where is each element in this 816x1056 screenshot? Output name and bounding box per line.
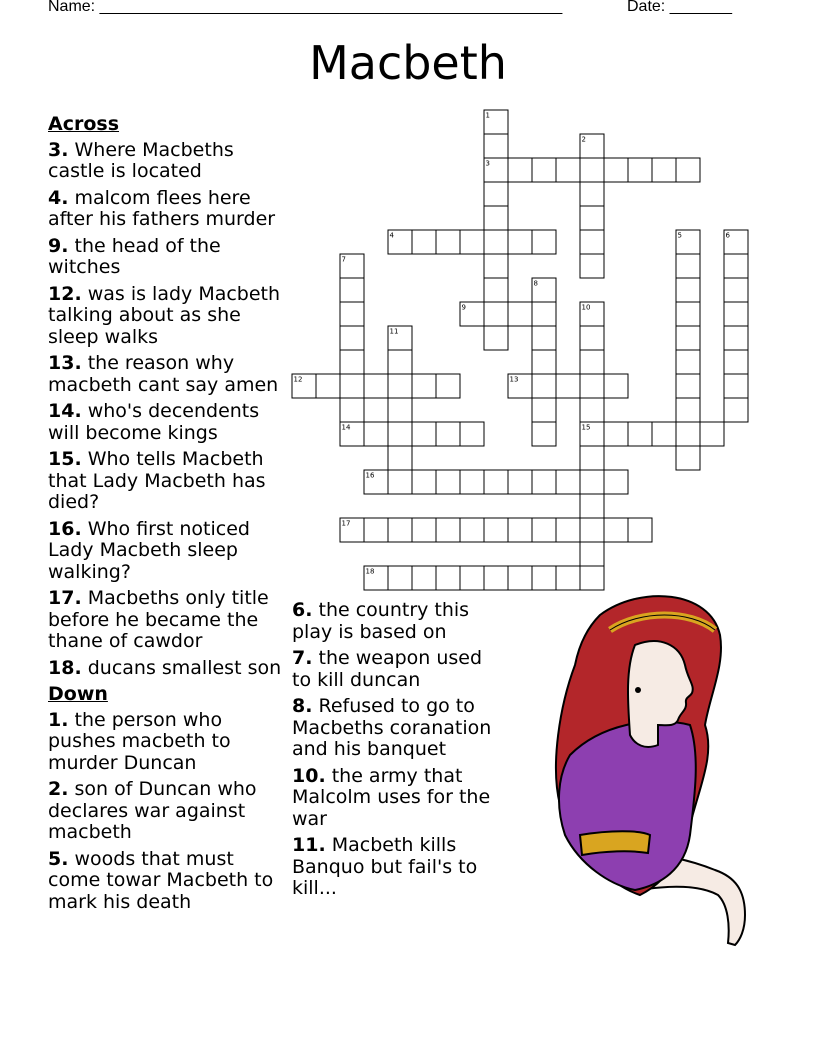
clue-text: the head of the witches: [48, 234, 221, 278]
grid-cell[interactable]: [532, 302, 556, 326]
clue-item: [48, 353, 284, 396]
clue-text: ducans smallest son: [81, 656, 282, 679]
grid-cell[interactable]: [676, 398, 700, 422]
clue-number: 6.: [292, 599, 313, 621]
clue-item: [48, 519, 284, 584]
clue-number: 14.: [48, 400, 82, 422]
clue-text: son of Duncan who declares war against macbeth: [48, 778, 257, 843]
grid-cell-number: 12: [293, 375, 303, 384]
grid-cell[interactable]: [628, 422, 652, 446]
grid-cell[interactable]: [580, 182, 604, 206]
grid-cell[interactable]: [724, 398, 748, 422]
clue-item: [48, 588, 284, 653]
grid-cell[interactable]: [580, 470, 604, 494]
lady-macbeth-illustration: [540, 585, 755, 955]
clue-item: [48, 449, 284, 514]
grid-cell-number: 4: [389, 231, 394, 240]
grid-cell[interactable]: [436, 422, 460, 446]
grid-cell[interactable]: [484, 230, 508, 254]
grid-cell[interactable]: [340, 350, 364, 374]
grid-cell[interactable]: [436, 374, 460, 398]
grid-cell[interactable]: [364, 422, 388, 446]
clue-number: 3.: [48, 138, 69, 161]
grid-cell[interactable]: [652, 158, 676, 182]
date-field-label: Date: _______: [627, 0, 732, 15]
grid-cell[interactable]: [388, 446, 412, 470]
grid-cell[interactable]: [508, 470, 532, 494]
grid-cell[interactable]: [316, 374, 340, 398]
clue-item: [48, 284, 284, 349]
down-clue-list: [48, 710, 284, 914]
grid-cell[interactable]: [604, 158, 628, 182]
clue-number: 1.: [48, 708, 69, 731]
clue-text: was is lady Macbeth talking about as she sleep walks: [48, 282, 281, 348]
clue-item: [292, 766, 507, 831]
grid-cell[interactable]: [436, 470, 460, 494]
grid-cell[interactable]: [676, 350, 700, 374]
clue-number: 9.: [48, 234, 69, 257]
across-clue-list: [48, 140, 284, 680]
grid-cell[interactable]: [580, 398, 604, 422]
clue-item: [48, 849, 284, 914]
grid-cell[interactable]: [556, 374, 580, 398]
grid-cell[interactable]: [412, 230, 436, 254]
grid-cell[interactable]: [532, 350, 556, 374]
grid-cell-number: 7: [341, 255, 346, 264]
grid-cell[interactable]: [556, 158, 580, 182]
grid-cell[interactable]: [724, 254, 748, 278]
name-field-label: Name: ____________________________________________________: [48, 0, 563, 15]
clue-number: 2.: [48, 778, 69, 800]
grid-cell[interactable]: [484, 518, 508, 542]
grid-cell[interactable]: [628, 518, 652, 542]
grid-cell[interactable]: [676, 254, 700, 278]
clue-text: Macbeth kills Banquo but fail's to kill...: [292, 834, 478, 899]
clue-number: 8.: [292, 695, 313, 717]
grid-cell[interactable]: [676, 326, 700, 350]
grid-cell-number: 13: [509, 375, 519, 384]
grid-cell[interactable]: [412, 422, 436, 446]
grid-cell[interactable]: [508, 518, 532, 542]
grid-cell[interactable]: [580, 158, 604, 182]
grid-cell[interactable]: [412, 470, 436, 494]
clue-number: 18.: [48, 656, 82, 679]
clue-text: the weapon used to kill duncan: [292, 647, 483, 691]
clue-text: who's decendents will become kings: [48, 400, 260, 444]
clue-text: Macbeths only title before he became the thane of cawdor: [48, 587, 269, 652]
grid-cell[interactable]: [676, 374, 700, 398]
grid-cell[interactable]: [460, 566, 484, 590]
clue-number: 10.: [292, 764, 326, 787]
clue-item: [292, 600, 507, 643]
grid-cell-number: 9: [461, 303, 466, 312]
grid-cell[interactable]: [580, 350, 604, 374]
grid-cell[interactable]: [340, 278, 364, 302]
grid-cell-number: 17: [341, 519, 351, 528]
grid-cell[interactable]: [388, 422, 412, 446]
clue-item: [48, 710, 284, 775]
grid-cell[interactable]: [412, 566, 436, 590]
grid-cell[interactable]: [484, 134, 508, 158]
clue-item: [48, 140, 284, 183]
grid-cell[interactable]: [484, 326, 508, 350]
page-title: Macbeth: [309, 36, 507, 90]
clue-text: woods that must come towar Macbeth to mark his death: [48, 847, 274, 913]
grid-cell[interactable]: [676, 446, 700, 470]
grid-cell[interactable]: [460, 422, 484, 446]
across-heading: Across: [48, 113, 120, 135]
grid-cell[interactable]: [724, 350, 748, 374]
clue-number: 11.: [292, 834, 326, 856]
grid-cell[interactable]: [676, 158, 700, 182]
clue-number: 4.: [48, 186, 69, 209]
clue-text: the reason why macbeth cant say amen: [48, 352, 279, 396]
grid-cell[interactable]: [580, 254, 604, 278]
grid-cell[interactable]: [580, 326, 604, 350]
clue-text: Who first noticed Lady Macbeth sleep walking?: [48, 517, 250, 583]
grid-cell[interactable]: [388, 398, 412, 422]
grid-cell[interactable]: [580, 446, 604, 470]
grid-cell[interactable]: [532, 326, 556, 350]
grid-cell[interactable]: [364, 374, 388, 398]
grid-cell[interactable]: [532, 470, 556, 494]
grid-cell[interactable]: [484, 470, 508, 494]
grid-cell[interactable]: [436, 566, 460, 590]
grid-cell-number: 18: [365, 567, 375, 576]
grid-cell[interactable]: [724, 374, 748, 398]
illustration-dress: [559, 721, 696, 890]
clue-text: the army that Malcolm uses for the war: [292, 764, 491, 830]
grid-cell[interactable]: [580, 206, 604, 230]
grid-cell[interactable]: [532, 398, 556, 422]
grid-cell[interactable]: [388, 350, 412, 374]
clue-text: the person who pushes macbeth to murder Duncan: [48, 708, 231, 774]
grid-cell[interactable]: [676, 422, 700, 446]
grid-cell[interactable]: [580, 374, 604, 398]
grid-cell[interactable]: [484, 302, 508, 326]
grid-cell[interactable]: [484, 278, 508, 302]
grid-cell[interactable]: [484, 566, 508, 590]
grid-cell[interactable]: [580, 230, 604, 254]
clue-item: [292, 696, 507, 761]
clue-item: [48, 779, 284, 844]
clue-text: Where Macbeths castle is located: [48, 138, 234, 182]
grid-cell[interactable]: [484, 182, 508, 206]
grid-cell[interactable]: [604, 470, 628, 494]
grid-cell[interactable]: [580, 518, 604, 542]
clues-right-column: [292, 600, 507, 905]
clue-number: 16.: [48, 517, 82, 540]
grid-cell-number: 6: [725, 231, 730, 240]
grid-cell-number: 14: [341, 423, 351, 432]
clue-number: 17.: [48, 587, 82, 609]
grid-cell[interactable]: [604, 374, 628, 398]
down-heading: Down: [48, 683, 108, 705]
clue-number: 5.: [48, 847, 69, 870]
grid-cell[interactable]: [364, 518, 388, 542]
grid-cell-number: 10: [581, 303, 591, 312]
grid-cell[interactable]: [556, 470, 580, 494]
grid-cell[interactable]: [508, 302, 532, 326]
grid-cell[interactable]: [508, 566, 532, 590]
clue-text: malcom flees here after his fathers murder: [48, 186, 276, 230]
clue-number: 12.: [48, 282, 82, 305]
grid-cell[interactable]: [628, 158, 652, 182]
grid-cell[interactable]: [340, 326, 364, 350]
grid-cell[interactable]: [604, 422, 628, 446]
grid-cell[interactable]: [700, 422, 724, 446]
grid-cell[interactable]: [580, 542, 604, 566]
grid-cell[interactable]: [652, 422, 676, 446]
grid-cell[interactable]: [412, 374, 436, 398]
grid-cell[interactable]: [340, 302, 364, 326]
grid-cell-number: 16: [365, 471, 375, 480]
clue-item: [292, 835, 507, 900]
grid-cell[interactable]: [724, 278, 748, 302]
grid-cell-number: 11: [389, 327, 399, 336]
grid-cell[interactable]: [532, 230, 556, 254]
clue-item: [292, 648, 507, 691]
illustration-armband: [580, 831, 650, 855]
clue-item: [48, 401, 284, 444]
grid-cell[interactable]: [484, 254, 508, 278]
grid-cell[interactable]: [508, 158, 532, 182]
grid-cell[interactable]: [436, 518, 460, 542]
clue-text: Refused to go to Macbeths coranation and his banquet: [292, 695, 492, 760]
grid-cell[interactable]: [676, 302, 700, 326]
grid-cell[interactable]: [532, 158, 556, 182]
clue-number: 13.: [48, 352, 82, 374]
grid-cell[interactable]: [388, 470, 412, 494]
grid-cell-number: 8: [533, 279, 538, 288]
grid-cell[interactable]: [460, 230, 484, 254]
grid-cell[interactable]: [412, 518, 436, 542]
clue-number: 7.: [292, 647, 313, 669]
grid-cell[interactable]: [388, 374, 412, 398]
clue-text: the country this play is based on: [292, 599, 470, 643]
clue-number: 15.: [48, 448, 82, 470]
clue-text: Who tells Macbeth that Lady Macbeth has died?: [48, 448, 266, 513]
clue-item: [48, 236, 284, 279]
down-clue-list-continued: [292, 600, 507, 900]
grid-cell[interactable]: [532, 374, 556, 398]
grid-cell[interactable]: [340, 374, 364, 398]
grid-cell[interactable]: [724, 302, 748, 326]
grid-cell[interactable]: [388, 518, 412, 542]
grid-cell[interactable]: [340, 398, 364, 422]
grid-cell[interactable]: [604, 518, 628, 542]
grid-cell[interactable]: [532, 422, 556, 446]
grid-cell-number: 2: [581, 135, 586, 144]
grid-cell[interactable]: [556, 518, 580, 542]
grid-cell[interactable]: [676, 278, 700, 302]
grid-cell-number: 15: [581, 423, 591, 432]
grid-cell-number: 3: [485, 159, 490, 168]
grid-cell[interactable]: [484, 206, 508, 230]
grid-cell[interactable]: [508, 230, 532, 254]
grid-cell[interactable]: [460, 470, 484, 494]
grid-cell[interactable]: [724, 326, 748, 350]
clue-item: [48, 658, 284, 680]
grid-cell[interactable]: [460, 518, 484, 542]
grid-cell[interactable]: [580, 494, 604, 518]
grid-cell[interactable]: [388, 566, 412, 590]
grid-cell[interactable]: [436, 230, 460, 254]
clues-left-column: [48, 114, 284, 918]
clue-item: [48, 188, 284, 231]
grid-cell-number: 1: [485, 111, 490, 120]
grid-cell[interactable]: [532, 518, 556, 542]
grid-cell-number: 5: [677, 231, 682, 240]
